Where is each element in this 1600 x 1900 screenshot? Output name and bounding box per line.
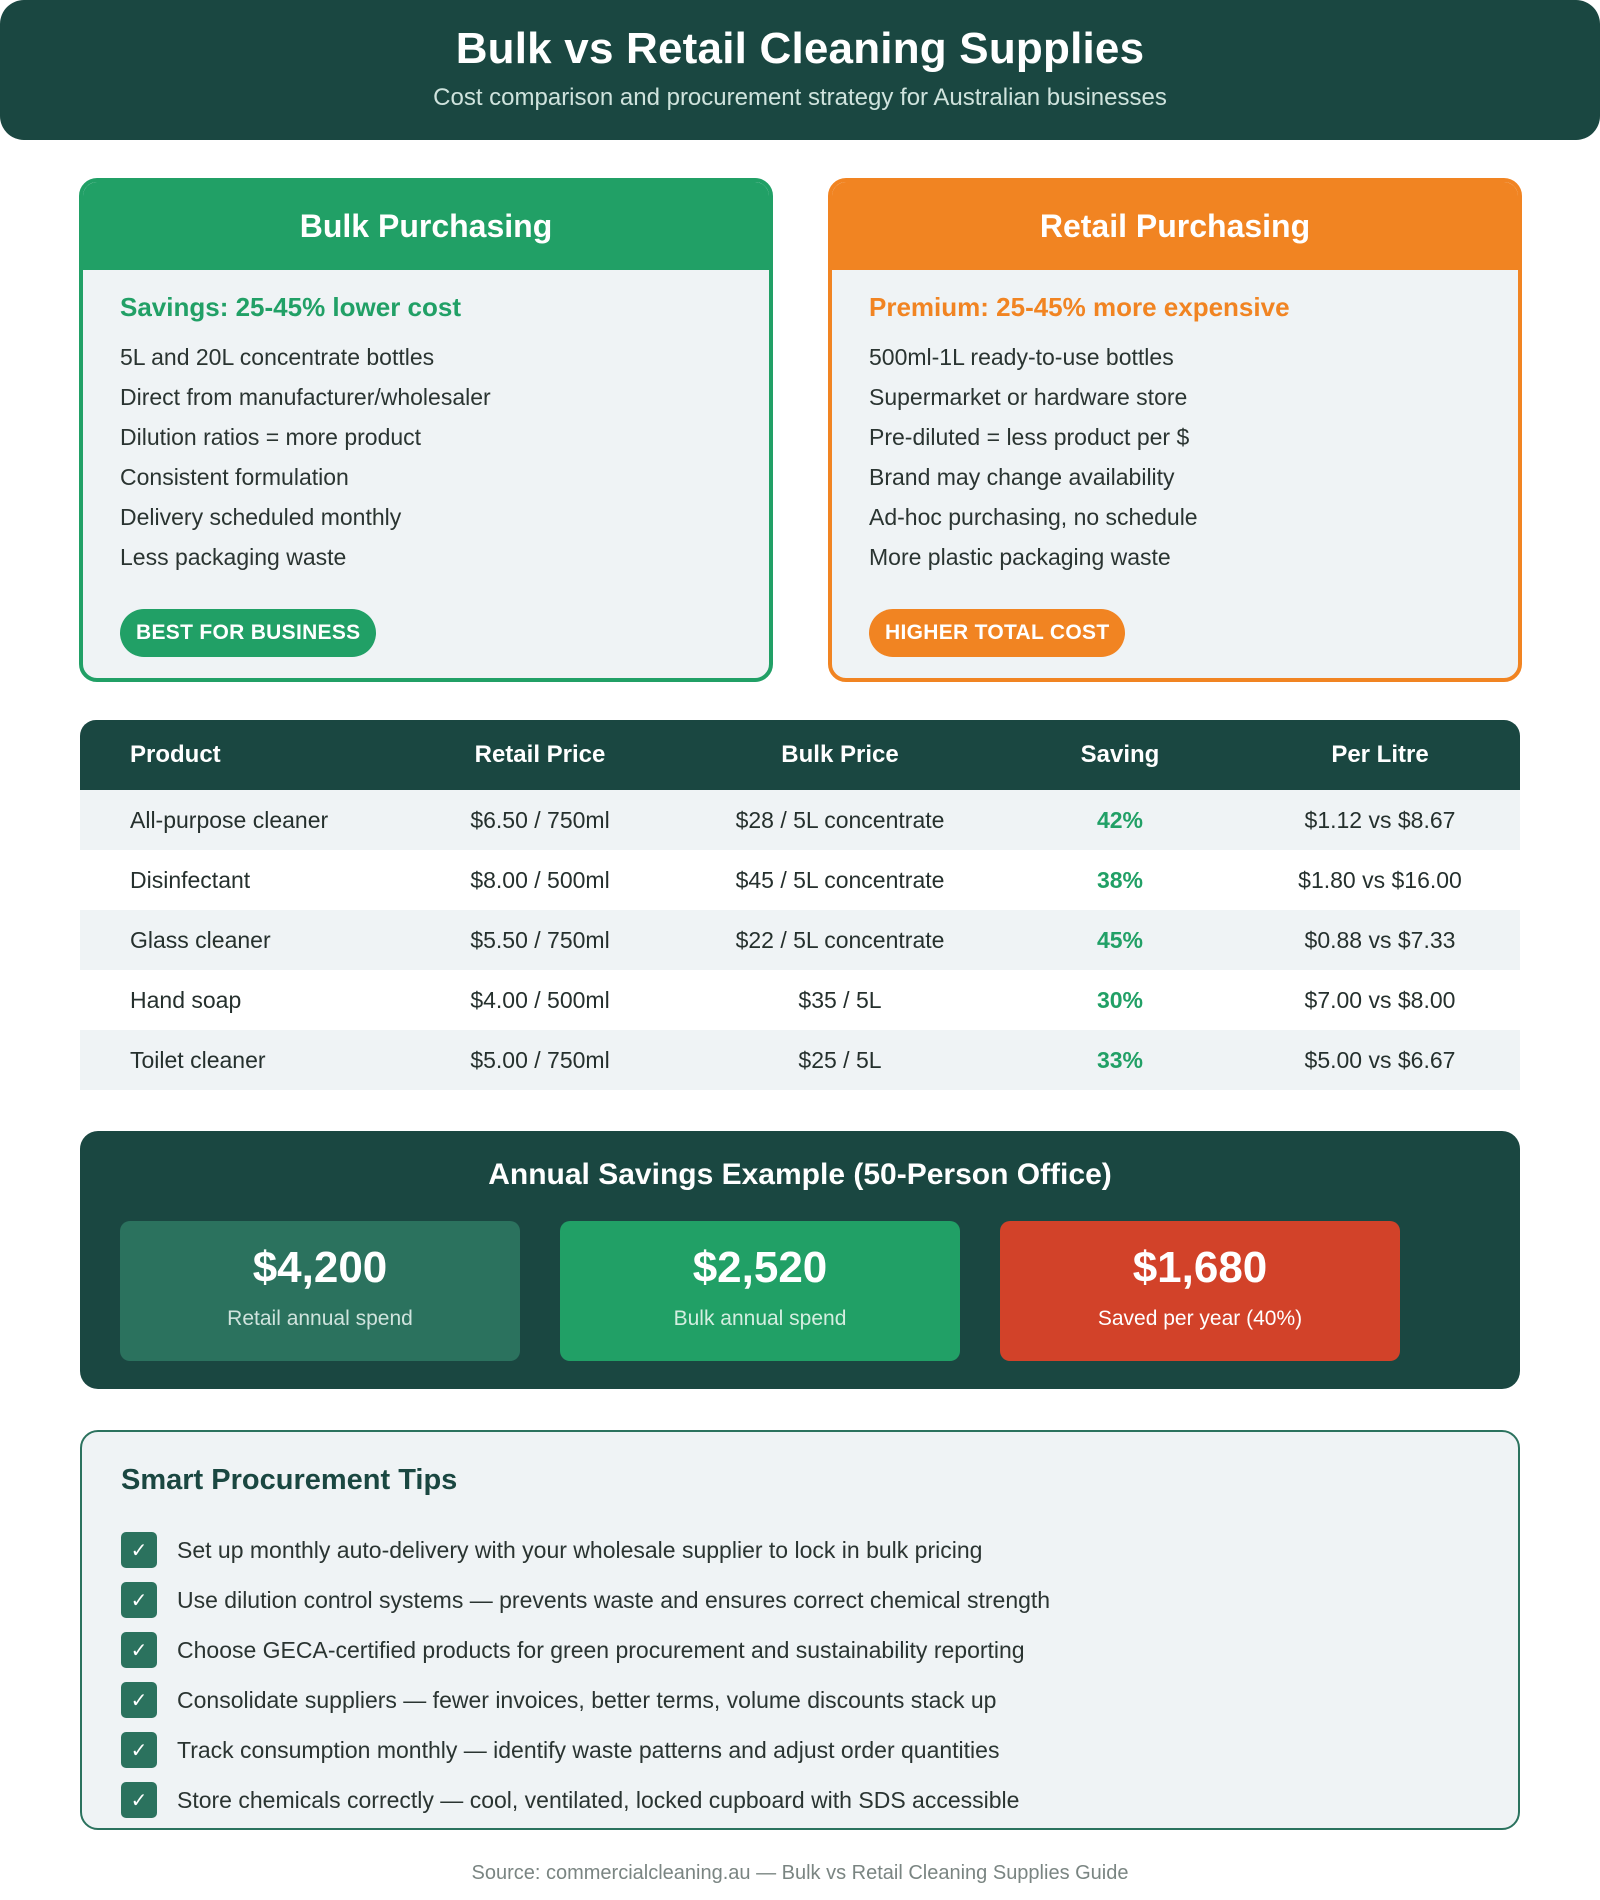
cell-bulk-price: $45 / 5L concentrate: [735, 866, 945, 893]
bulk-feature-item: Consistent formulation: [120, 464, 349, 490]
table-header-row: [80, 720, 1520, 790]
bulk-feature-item: Delivery scheduled monthly: [120, 504, 402, 530]
retail-feature-item: More plastic packaging waste: [869, 544, 1171, 570]
retail-feature-item: 500ml-1L ready-to-use bottles: [869, 344, 1174, 370]
retail-card-title: Retail Purchasing: [832, 182, 1518, 270]
page-title: Bulk vs Retail Cleaning Supplies: [455, 24, 1145, 73]
cell-per-litre: $1.12 vs $8.67: [1304, 806, 1456, 833]
procurement-tips-panel: [80, 1430, 1520, 1830]
retail-purchasing-card: [828, 178, 1522, 682]
cell-retail-price: $5.00 / 750ml: [470, 1046, 610, 1073]
retail-feature-item: Pre-diluted = less product per $: [869, 424, 1190, 450]
retail-premium-highlight: Premium: 25-45% more expensive: [869, 292, 1290, 322]
stat-label: Retail annual spend: [227, 1307, 413, 1330]
checkmark-icon: ✓: [121, 1682, 157, 1718]
table-row: [80, 1030, 1520, 1090]
annual-savings-title: Annual Savings Example (50-Person Office): [488, 1158, 1112, 1191]
table-row: [80, 850, 1520, 910]
bulk-feature-list: [120, 337, 769, 577]
checkmark-icon: ✓: [121, 1782, 157, 1818]
checkmark-icon: ✓: [121, 1632, 157, 1668]
cell-saving: 30%: [1096, 986, 1144, 1013]
checkmark-icon: ✓: [121, 1732, 157, 1768]
cell-saving: 33%: [1096, 1046, 1144, 1073]
page-header: [0, 0, 1600, 140]
stat-label: Saved per year (40%): [1097, 1307, 1303, 1330]
column-header-retail-price: Retail Price: [474, 741, 606, 768]
bulk-feature-item: Less packaging waste: [120, 544, 347, 570]
cell-product: Hand soap: [130, 986, 242, 1013]
table-row: [80, 970, 1520, 1030]
bulk-card-title: Bulk Purchasing: [83, 182, 769, 270]
higher-total-cost-badge: HIGHER TOTAL COST: [869, 609, 1125, 657]
table-row: [80, 910, 1520, 970]
column-header-saving: Saving: [1080, 741, 1160, 768]
cell-bulk-price: $35 / 5L: [798, 986, 882, 1013]
tip-item: [121, 1625, 1518, 1675]
stat-value: $2,520: [692, 1243, 828, 1292]
checkmark-icon: ✓: [121, 1532, 157, 1568]
tip-text: Choose GECA-certified products for green procurement and sustainability reporting: [177, 1636, 1025, 1663]
retail-feature-list: [869, 337, 1518, 577]
bulk-purchasing-card: [79, 178, 773, 682]
cell-retail-price: $5.50 / 750ml: [470, 926, 610, 953]
tip-text: Use dilution control systems — prevents waste and ensures correct chemical strength: [177, 1586, 1051, 1613]
cell-product: Toilet cleaner: [130, 1046, 266, 1073]
tips-title: Smart Procurement Tips: [121, 1464, 458, 1496]
bulk-feature-item: Direct from manufacturer/wholesaler: [120, 384, 491, 410]
cell-product: All-purpose cleaner: [130, 806, 329, 833]
bulk-feature-item: 5L and 20L concentrate bottles: [120, 344, 435, 370]
bulk-annual-spend-stat: [560, 1221, 960, 1361]
best-for-business-badge: BEST FOR BUSINESS: [120, 609, 376, 657]
bulk-feature-item: Dilution ratios = more product: [120, 424, 422, 450]
cell-per-litre: $7.00 vs $8.00: [1304, 986, 1456, 1013]
retail-feature-item: Supermarket or hardware store: [869, 384, 1188, 410]
stat-value: $1,680: [1132, 1243, 1268, 1292]
page-subtitle: Cost comparison and procurement strategy for Australian businesses: [433, 84, 1167, 111]
cell-retail-price: $4.00 / 500ml: [470, 986, 610, 1013]
column-header-per-litre: Per Litre: [1331, 741, 1429, 768]
tip-item: [121, 1775, 1518, 1825]
cell-saving: 45%: [1096, 926, 1144, 953]
price-comparison-table: [80, 720, 1520, 1090]
cell-retail-price: $8.00 / 500ml: [470, 866, 610, 893]
checkmark-icon: ✓: [121, 1582, 157, 1618]
cell-per-litre: $5.00 vs $6.67: [1304, 1046, 1456, 1073]
cell-per-litre: $0.88 vs $7.33: [1304, 926, 1456, 953]
stat-value: $4,200: [252, 1243, 388, 1292]
table-row: [80, 790, 1520, 850]
cell-retail-price: $6.50 / 750ml: [470, 806, 610, 833]
tip-item: [121, 1675, 1518, 1725]
column-header-product: Product: [130, 741, 221, 768]
cell-product: Disinfectant: [130, 866, 251, 893]
tip-item: [121, 1525, 1518, 1575]
tip-text: Consolidate suppliers — fewer invoices, better terms, volume discounts stack up: [177, 1686, 997, 1713]
cell-per-litre: $1.80 vs $16.00: [1298, 866, 1462, 893]
cell-saving: 42%: [1096, 806, 1144, 833]
tip-text: Store chemicals correctly — cool, ventilated, locked cupboard with SDS accessible: [177, 1786, 1020, 1813]
cell-bulk-price: $25 / 5L: [798, 1046, 882, 1073]
retail-feature-item: Ad-hoc purchasing, no schedule: [869, 504, 1198, 530]
tip-text: Set up monthly auto-delivery with your wholesale supplier to lock in bulk pricing: [177, 1536, 983, 1563]
column-header-bulk-price: Bulk Price: [781, 741, 899, 768]
source-credit: Source: commercialcleaning.au — Bulk vs Retail Cleaning Supplies Guide: [471, 1862, 1129, 1884]
retail-annual-spend-stat: [120, 1221, 520, 1361]
tip-item: [121, 1725, 1518, 1775]
annual-savings-panel: [80, 1131, 1520, 1389]
cell-bulk-price: $28 / 5L concentrate: [735, 806, 945, 833]
cell-saving: 38%: [1096, 866, 1144, 893]
tip-text: Track consumption monthly — identify waste patterns and adjust order quantities: [177, 1736, 1000, 1763]
stat-label: Bulk annual spend: [673, 1307, 847, 1330]
cell-bulk-price: $22 / 5L concentrate: [735, 926, 945, 953]
saved-per-year-stat: [1000, 1221, 1400, 1361]
tips-list: [82, 1525, 1518, 1825]
cell-product: Glass cleaner: [130, 926, 271, 953]
bulk-savings-highlight: Savings: 25-45% lower cost: [120, 292, 462, 322]
retail-feature-item: Brand may change availability: [869, 464, 1175, 490]
tip-item: [121, 1575, 1518, 1625]
